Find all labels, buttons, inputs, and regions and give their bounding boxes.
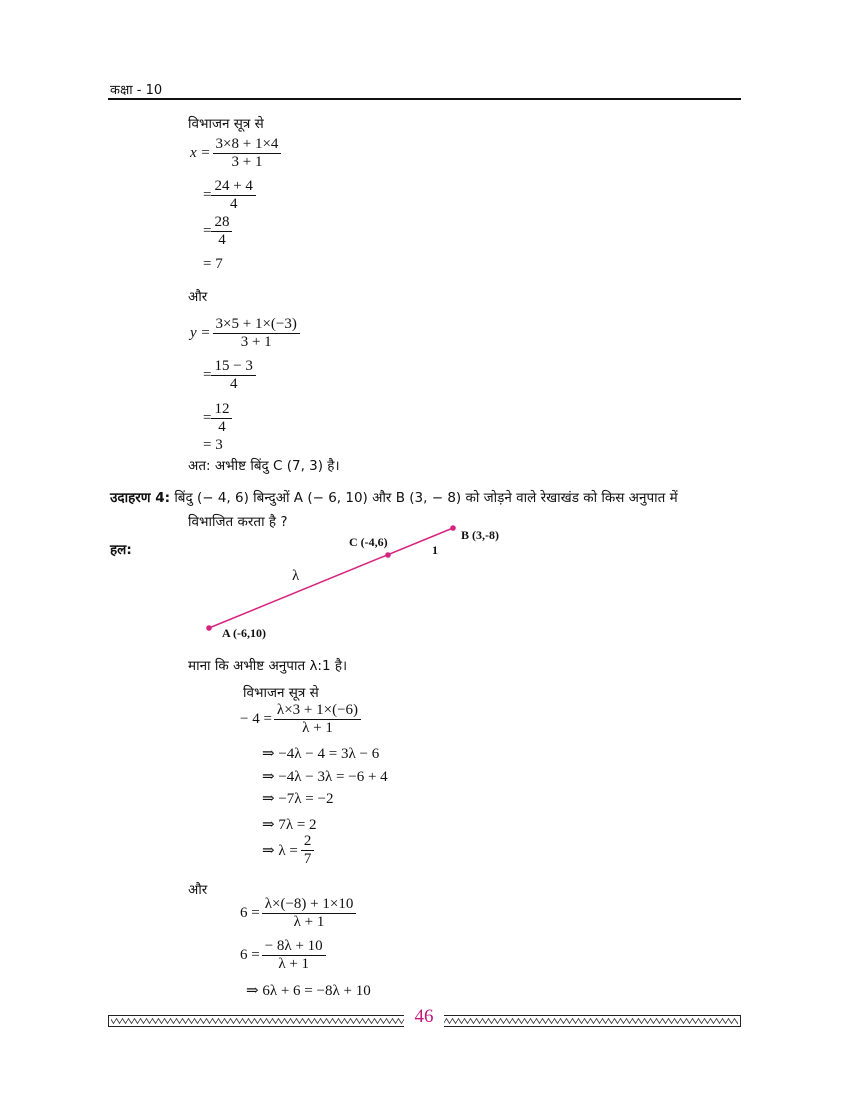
x-step-3-denominator: 4 <box>218 232 226 249</box>
eq6 <box>262 833 314 869</box>
point-b <box>450 525 456 531</box>
y-numerator: 3×5 + 1×(−3) <box>213 316 300 334</box>
label-lambda: λ <box>292 568 300 584</box>
label-point-b: B (3,-8) <box>461 528 499 542</box>
eq6-numerator: 2 <box>301 833 315 851</box>
division-formula-intro-2: विभाजन सूत्र से <box>243 685 319 701</box>
ratio-assumption: माना कि अभीष्ट अनुपात λ:1 है। <box>188 658 348 674</box>
point-c <box>385 552 391 558</box>
x-numerator: 3×8 + 1×4 <box>213 136 282 154</box>
x-step-2: = $\frac{24 + 4}{4}$ <box>203 178 256 214</box>
solution-label: हल: <box>110 542 132 558</box>
and-connector-2: और <box>188 882 208 898</box>
example-4-question-line-1: बिंदु (− 4, 6) बिन्दुओं A (− 6, 10) और B (3, − 8) को जोड़ने वाले रेखाखंड को किस अनुपात में <box>174 490 678 506</box>
eq8 <box>240 938 326 974</box>
eq2: ⇒ −4λ − 4 = 3λ − 6 <box>262 746 380 762</box>
eq6-denominator: 7 <box>303 851 312 868</box>
eq4: ⇒ −7λ = −2 <box>262 791 334 807</box>
point-a <box>206 625 212 631</box>
eq7-lhs: 6 = <box>240 905 260 922</box>
eq1-lhs: − 4 = <box>240 711 272 728</box>
division-formula-intro: विभाजन सूत्र से <box>188 116 264 132</box>
x-step-2-numerator: 24 + 4 <box>211 178 255 196</box>
x-result: = 7 <box>203 256 223 272</box>
page-number: 46 <box>404 1006 444 1036</box>
eq8-numerator: − 8λ + 10 <box>262 938 326 956</box>
x-step-3-numerator: 28 <box>211 214 232 232</box>
x-step-2-denominator: 4 <box>229 196 238 213</box>
label-one: 1 <box>432 543 438 557</box>
y-result: = 3 <box>203 437 223 453</box>
y-label: y = <box>190 325 211 342</box>
eq7-numerator: λ×(−8) + 1×10 <box>262 896 357 914</box>
y-step-3-numerator: 12 <box>211 401 232 419</box>
eq1-denominator: λ + 1 <box>302 720 333 737</box>
eq6-lhs: ⇒ λ = <box>262 843 298 860</box>
y-step-3: = $\frac{12}{4}$ <box>203 401 232 437</box>
eq7 <box>240 896 356 932</box>
segment-ab <box>209 528 453 628</box>
x-label: x = <box>190 145 211 162</box>
y-step-2: = $\frac{15 - 3}{4}$ <box>203 358 256 394</box>
and-connector-1: और <box>188 289 208 305</box>
eq6-fraction <box>301 833 315 869</box>
eq8-denominator: λ + 1 <box>278 956 310 973</box>
eq1-fraction <box>274 702 361 738</box>
eq9: ⇒ 6λ + 6 = −8λ + 10 <box>246 983 371 999</box>
x-denominator: 3 + 1 <box>231 154 263 171</box>
y-step-2-numerator: 15 − 3 <box>211 358 255 376</box>
eq1-numerator: λ×3 + 1×(−6) <box>274 702 361 720</box>
eq7-denominator: λ + 1 <box>293 914 325 931</box>
part1-conclusion: अत: अभीष्ट बिंदु C (7, 3) है। <box>188 458 340 474</box>
eq1 <box>240 702 361 738</box>
y-step-3-denominator: 4 <box>218 419 226 436</box>
example-4-question-line-2: विभाजित करता है ? <box>188 514 288 530</box>
x-step-3: = $\frac{28}{4}$ <box>203 214 232 250</box>
eq8-lhs: 6 = <box>240 947 260 964</box>
page-header-title: कक्षा - 10 <box>110 83 163 98</box>
eq8-fraction <box>262 938 326 974</box>
label-point-c: C (-4,6) <box>349 535 388 549</box>
y-denominator: 3 + 1 <box>240 334 272 351</box>
eq7-fraction <box>262 896 357 932</box>
eq3: ⇒ −4λ − 3λ = −6 + 4 <box>262 769 388 785</box>
example-4-label: उदाहरण 4: <box>110 490 171 506</box>
y-step-2-denominator: 4 <box>229 376 238 393</box>
label-point-a: A (-6,10) <box>222 626 266 640</box>
eq5: ⇒ 7λ = 2 <box>262 817 317 833</box>
